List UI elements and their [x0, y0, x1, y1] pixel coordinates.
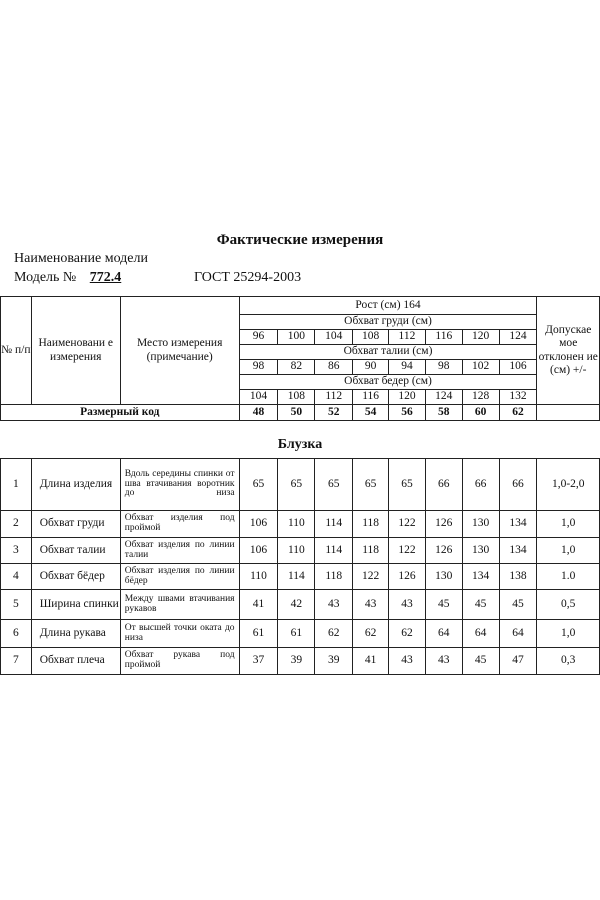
row-value: 43 [353, 590, 389, 620]
row-tolerance: 0,5 [537, 590, 600, 620]
hips-value: 104 [239, 390, 278, 405]
measurements-table [0, 458, 600, 675]
chest-header: Обхват груди (см) [239, 315, 537, 330]
row-name: Обхват груди [31, 511, 120, 538]
row-number: 7 [1, 648, 32, 675]
row-value: 45 [462, 648, 499, 675]
table-row [1, 459, 600, 511]
model-number: 772.4 [89, 270, 122, 285]
size-code: 52 [315, 405, 353, 421]
row-name: Обхват талии [31, 538, 120, 564]
row-place: От высшей точки оката до низа [120, 620, 239, 648]
row-value: 61 [278, 620, 315, 648]
row-tolerance: 1.0 [537, 564, 600, 590]
row-value: 65 [278, 459, 315, 511]
size-code: 56 [389, 405, 426, 421]
chest-value: 120 [462, 330, 499, 345]
num-header: № п/п [1, 297, 32, 405]
waist-value: 82 [278, 360, 315, 375]
hips-value: 112 [315, 390, 353, 405]
row-value: 114 [278, 564, 315, 590]
row-number: 4 [1, 564, 32, 590]
size-code: 50 [278, 405, 315, 421]
waist-value: 98 [239, 360, 278, 375]
gost-standard: ГОСТ 25294-2003 [194, 270, 302, 285]
row-name: Ширина спинки [31, 590, 120, 620]
hips-value: 120 [389, 390, 426, 405]
row-value: 37 [239, 648, 278, 675]
hips-value: 124 [425, 390, 462, 405]
row-name: Длина рукава [31, 620, 120, 648]
size-code-tolerance [537, 405, 600, 421]
row-number: 3 [1, 538, 32, 564]
row-value: 39 [315, 648, 353, 675]
size-code: 62 [499, 405, 537, 421]
row-name: Длина изделия [31, 459, 120, 511]
section-title: Блузка [277, 437, 323, 452]
table-row [1, 648, 600, 675]
waist-value: 98 [425, 360, 462, 375]
row-value: 66 [499, 459, 537, 511]
row-value: 45 [425, 590, 462, 620]
table-row [1, 538, 600, 564]
row-value: 62 [315, 620, 353, 648]
row-value: 43 [425, 648, 462, 675]
row-value: 47 [499, 648, 537, 675]
chest-value: 96 [239, 330, 278, 345]
row-tolerance: 1,0 [537, 511, 600, 538]
chest-value: 124 [499, 330, 537, 345]
table-row [1, 620, 600, 648]
waist-value: 102 [462, 360, 499, 375]
table-row [1, 564, 600, 590]
row-value: 110 [278, 538, 315, 564]
row-value: 39 [278, 648, 315, 675]
row-value: 41 [353, 648, 389, 675]
chest-value: 112 [389, 330, 426, 345]
row-value: 65 [389, 459, 426, 511]
waist-value: 106 [499, 360, 537, 375]
row-tolerance: 1,0 [537, 538, 600, 564]
row-value: 45 [462, 590, 499, 620]
table-row [1, 590, 600, 620]
waist-value: 86 [315, 360, 353, 375]
row-value: 130 [462, 538, 499, 564]
row-value: 62 [389, 620, 426, 648]
row-value: 122 [389, 538, 426, 564]
size-code-label: Размерный код [1, 405, 240, 421]
size-code: 58 [425, 405, 462, 421]
model-line [14, 270, 302, 286]
row-value: 64 [425, 620, 462, 648]
row-place: Вдоль середины спинки от шва втачивания воротник до низа [120, 459, 239, 511]
row-tolerance: 1,0 [537, 620, 600, 648]
row-value: 118 [315, 564, 353, 590]
row-value: 110 [239, 564, 278, 590]
row-value: 65 [315, 459, 353, 511]
row-value: 134 [462, 564, 499, 590]
model-label: Модель № [14, 270, 77, 285]
hips-header: Обхват бедер (см) [239, 375, 537, 390]
row-value: 64 [462, 620, 499, 648]
row-place: Обхват изделия под проймой [120, 511, 239, 538]
hips-value: 108 [278, 390, 315, 405]
row-value: 42 [278, 590, 315, 620]
row-name: Обхват плеча [31, 648, 120, 675]
row-value: 106 [239, 538, 278, 564]
row-value: 66 [425, 459, 462, 511]
row-value: 65 [239, 459, 278, 511]
waist-value: 94 [389, 360, 426, 375]
size-code: 60 [462, 405, 499, 421]
waist-value: 90 [353, 360, 389, 375]
name-header: Наименовани е измерения [31, 297, 120, 405]
row-value: 130 [462, 511, 499, 538]
row-value: 126 [389, 564, 426, 590]
table-row [1, 511, 600, 538]
row-value: 66 [462, 459, 499, 511]
row-value: 43 [389, 648, 426, 675]
row-value: 41 [239, 590, 278, 620]
header-table [0, 296, 600, 421]
row-value: 138 [499, 564, 537, 590]
row-number: 6 [1, 620, 32, 648]
row-place: Обхват изделия по линии талии [120, 538, 239, 564]
row-value: 43 [389, 590, 426, 620]
row-value: 64 [499, 620, 537, 648]
row-number: 2 [1, 511, 32, 538]
row-value: 45 [499, 590, 537, 620]
row-value: 134 [499, 511, 537, 538]
row-value: 122 [353, 564, 389, 590]
row-place: Обхват рукава под проймой [120, 648, 239, 675]
size-code: 48 [239, 405, 278, 421]
row-value: 130 [425, 564, 462, 590]
row-value: 122 [389, 511, 426, 538]
row-place: Между швами втачивания рукавов [120, 590, 239, 620]
size-code-row [1, 405, 600, 421]
row-tolerance: 0,3 [537, 648, 600, 675]
hips-value: 116 [353, 390, 389, 405]
row-value: 118 [353, 538, 389, 564]
height-header: Рост (см) 164 [239, 297, 537, 315]
hips-value: 132 [499, 390, 537, 405]
chest-value: 108 [353, 330, 389, 345]
row-number: 5 [1, 590, 32, 620]
row-value: 114 [315, 538, 353, 564]
tolerance-header: Допускае мое отклонен ие (см) +/- [537, 297, 600, 405]
hips-value: 128 [462, 390, 499, 405]
row-tolerance: 1,0-2,0 [537, 459, 600, 511]
place-header: Место измерения (примечание) [120, 297, 239, 405]
chest-value: 100 [278, 330, 315, 345]
row-value: 134 [499, 538, 537, 564]
page-title: Фактические измерения [216, 232, 384, 248]
row-place: Обхват изделия по линии бёдер [120, 564, 239, 590]
row-value: 43 [315, 590, 353, 620]
row-number: 1 [1, 459, 32, 511]
size-code: 54 [353, 405, 389, 421]
waist-header: Обхват талии (см) [239, 345, 537, 360]
row-value: 65 [353, 459, 389, 511]
row-value: 118 [353, 511, 389, 538]
row-value: 106 [239, 511, 278, 538]
chest-value: 104 [315, 330, 353, 345]
row-value: 126 [425, 538, 462, 564]
row-value: 110 [278, 511, 315, 538]
row-value: 126 [425, 511, 462, 538]
row-value: 61 [239, 620, 278, 648]
row-name: Обхват бёдер [31, 564, 120, 590]
row-value: 62 [353, 620, 389, 648]
model-name-label: Наименование модели [14, 251, 148, 266]
row-value: 114 [315, 511, 353, 538]
chest-value: 116 [425, 330, 462, 345]
